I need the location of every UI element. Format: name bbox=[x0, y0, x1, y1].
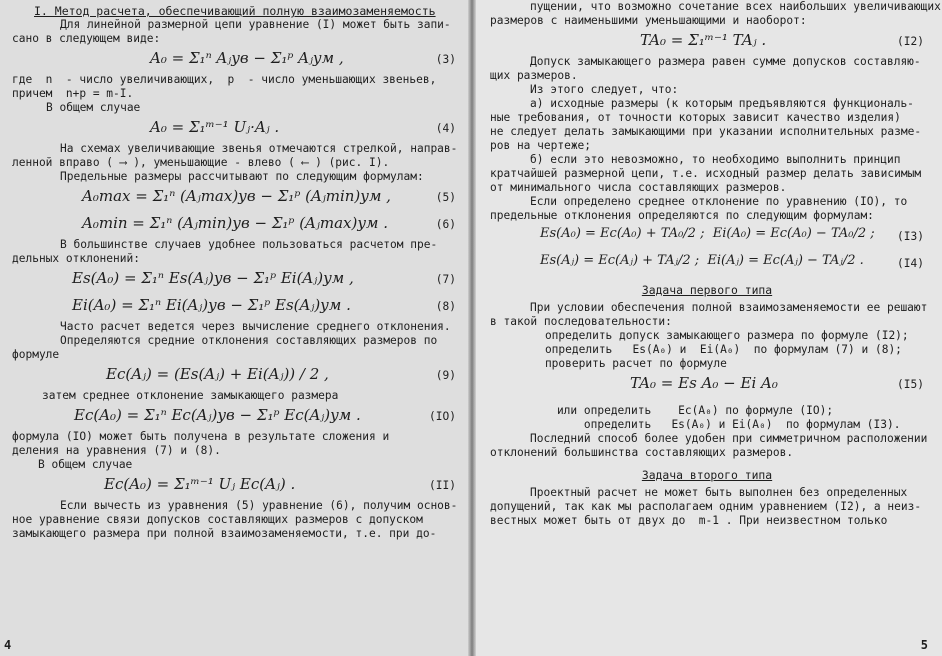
text-line: Допуск замыкающего размера равен сумме допусков составляю- bbox=[530, 55, 921, 68]
text-line: определить Es(A₀) и Ei(A₀) по формулам (7) и (8); bbox=[518, 343, 902, 356]
equation-6: A₀min = Σ₁ⁿ (Aⱼmin)ув − Σ₁ᵖ (Aⱼmax)ум . (6) bbox=[82, 214, 456, 232]
text-line: щих размеров. bbox=[490, 69, 578, 82]
equation-11: Ec(A₀) = Σ₁ᵐ⁻¹ Uⱼ Ec(Aⱼ) . (II) bbox=[104, 475, 456, 493]
text-line: Последний способ более удобен при симметричном расположении bbox=[530, 432, 928, 445]
page-number-right: 5 bbox=[920, 638, 928, 652]
text-line: Определяются средние отклонения составляющих размеров по bbox=[60, 334, 438, 347]
text-line: проверить расчет по формуле bbox=[518, 357, 727, 370]
text-line: На схемах увеличивающие звенья отмечаются стрелкой, направ- bbox=[60, 142, 458, 155]
equation-9: Ec(Aⱼ) = (Es(Aⱼ) + Ei(Aⱼ)) / 2 , (9) bbox=[106, 365, 456, 383]
text-line: замыкающего размера при полной взаимозаменяемости, т.е. при до- bbox=[12, 527, 437, 540]
text-line: не следует делать замыкающими при указании исполнительных разме- bbox=[490, 125, 922, 138]
book-gutter bbox=[468, 0, 476, 656]
text-line: где n - число увеличивающих, p - число уменьшающих звеньев, bbox=[12, 73, 437, 86]
text-line: дельных отклонений: bbox=[12, 252, 140, 265]
text-line: ленной вправо ( ⟶ ), уменьшающие - влево ( ⟵ ) (рис. I). bbox=[12, 156, 390, 169]
text-line: кратчайшей размерной цепи, т.е. исходный размер делать зависимым bbox=[490, 167, 922, 180]
text-line: затем среднее отклонение замыкающего размера bbox=[42, 389, 339, 402]
text-line: размеров с наименьшими уменьшающими и наоборот: bbox=[490, 14, 807, 27]
text-line: сано в следующем виде: bbox=[12, 32, 161, 45]
equation-4: A₀ = Σ₁ᵐ⁻¹ Uⱼ·Aⱼ . (4) bbox=[150, 118, 456, 136]
heading-task-1: Задача первого типа bbox=[641, 283, 773, 297]
text-line: формуле bbox=[12, 348, 60, 361]
text-line: отклонений большинства составляющих размеров. bbox=[490, 446, 794, 459]
text-line: ные требования, от точности которых зависит качество изделия) bbox=[490, 111, 901, 124]
text-line: ров на чертеже; bbox=[490, 139, 592, 152]
text-line: В большинстве случаев удобнее пользоваться расчетом пре- bbox=[60, 238, 438, 251]
text-line: формула (IO) может быть получена в результате сложения и bbox=[12, 430, 390, 443]
text-line: причем n+p = m-I. bbox=[12, 87, 134, 100]
text-line: Предельные размеры рассчитывают по следующим формулам: bbox=[60, 170, 424, 183]
text-line: В общем случае bbox=[38, 458, 133, 471]
heading-task-2: Задача второго типа bbox=[641, 468, 773, 482]
text-line: от минимального числа составляющих размеров. bbox=[490, 181, 787, 194]
text-line: б) если это невозможно, то необходимо выполнить принцип bbox=[530, 153, 901, 166]
text-line: вестных может быть от двух до m-1 . При неизвестном только bbox=[490, 514, 888, 527]
text-line: Из этого следует, что: bbox=[530, 83, 679, 96]
text-line: пущении, что возможно сочетание всех наибольших увеличивающих bbox=[530, 0, 941, 13]
equation-15: TA₀ = Es A₀ − Ei A₀ (I5) bbox=[630, 374, 924, 392]
text-line: предельные отклонения определяются по следующим формулам: bbox=[490, 209, 874, 222]
equation-8: Ei(A₀) = Σ₁ⁿ Ei(Aⱼ)ув − Σ₁ᵖ Es(Aⱼ)ум . (8) bbox=[72, 296, 456, 314]
text-line: а) исходные размеры (к которым предъявляются функциональ- bbox=[530, 97, 914, 110]
text-line: или определить Ec(A₀) по формуле (IO); bbox=[530, 404, 834, 417]
right-page bbox=[476, 0, 942, 656]
left-page bbox=[0, 0, 468, 656]
text-line: Часто расчет ведется через вычисление среднего отклонения. bbox=[60, 320, 451, 333]
equation-14: Es(Aⱼ) = Ec(Aⱼ) + TAⱼ/2 ; Ei(Aⱼ) = Ec(Aⱼ) − TAⱼ/2 . (I4) bbox=[540, 253, 924, 270]
text-line: Если определено среднее отклонение по уравнению (IO), то bbox=[530, 195, 908, 208]
equation-7: Es(A₀) = Σ₁ⁿ Es(Aⱼ)ув − Σ₁ᵖ Ei(Aⱼ)ум , (7) bbox=[72, 269, 456, 287]
text-line: Если вычесть из уравнения (5) уравнение (6), получим основ- bbox=[60, 499, 458, 512]
text-line: Для линейной размерной цепи уравнение (I) может быть запи- bbox=[60, 18, 451, 31]
page-number-left: 4 bbox=[4, 638, 12, 652]
equation-10: Ec(A₀) = Σ₁ⁿ Ec(Aⱼ)ув − Σ₁ᵖ Ec(Aⱼ)ум . (IO) bbox=[74, 406, 456, 424]
text-line: допущений, так как мы располагаем одним уравнением (I2), а неиз- bbox=[490, 500, 922, 513]
text-line: определить Es(A₀) и Ei(A₀) по формулам (I3). bbox=[530, 418, 901, 431]
equation-12: TA₀ = Σ₁ᵐ⁻¹ TAⱼ . (I2) bbox=[640, 31, 924, 49]
text-line: Проектный расчет не может быть выполнен без определенных bbox=[530, 486, 908, 499]
text-line: определить допуск замыкающего размера по формуле (I2); bbox=[518, 329, 909, 342]
text-line: При условии обеспечения полной взаимозаменяемости ее решают bbox=[530, 301, 928, 314]
text-line: в такой последовательности: bbox=[490, 315, 672, 328]
text-line: В общем случае bbox=[46, 101, 141, 114]
equation-13: Es(A₀) = Ec(A₀) + TA₀/2 ; Ei(A₀) = Ec(A₀) − TA₀/2 ; (I3) bbox=[540, 226, 924, 243]
equation-3: A₀ = Σ₁ⁿ Aⱼув − Σ₁ᵖ Aⱼум , (3) bbox=[150, 49, 456, 67]
text-line: ное уравнение связи допусков составляющих размеров с допуском bbox=[12, 513, 423, 526]
equation-5: A₀max = Σ₁ⁿ (Aⱼmax)ув − Σ₁ᵖ (Aⱼmin)ум , (5) bbox=[82, 187, 456, 205]
section-title: I. Метод расчета, обеспечивающий полную взаимозаменяемость bbox=[34, 4, 436, 18]
text-line: деления на уравнения (7) и (8). bbox=[12, 444, 221, 457]
